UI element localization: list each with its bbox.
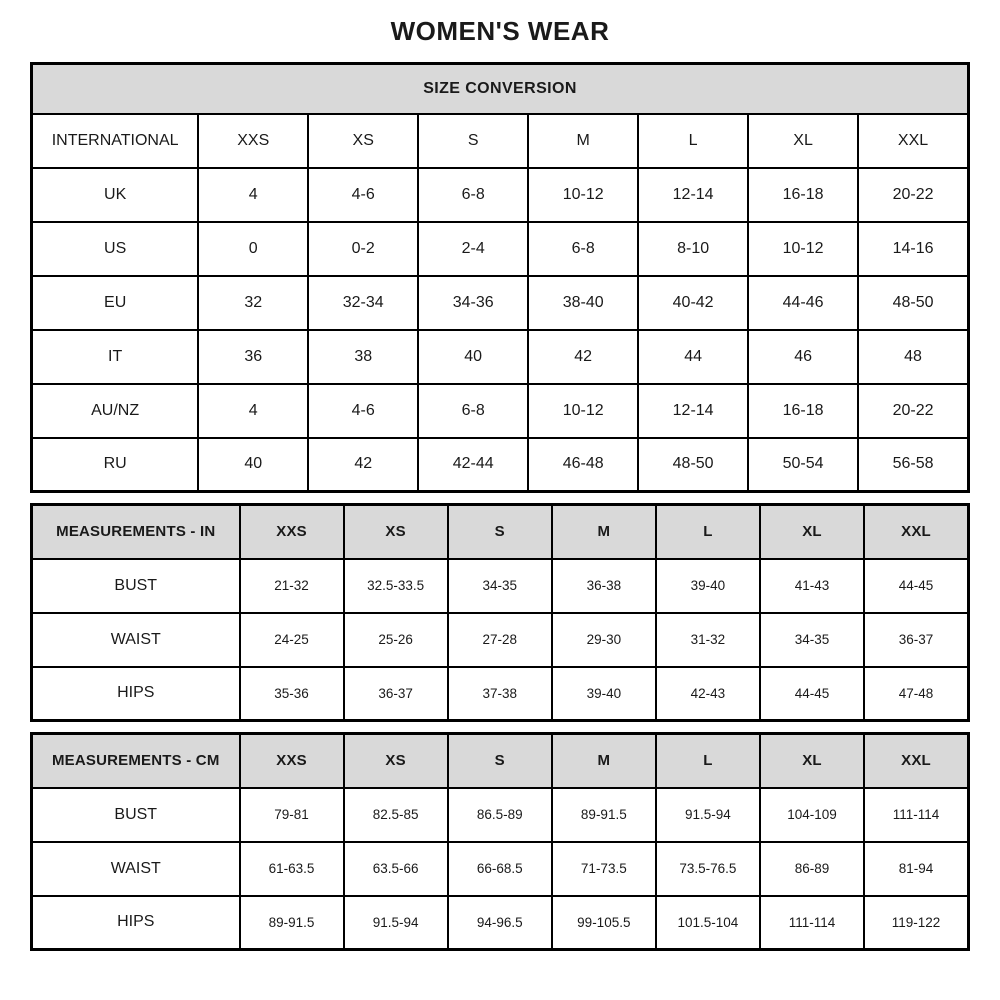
cell-waist-cm-xl: 86-89: [760, 842, 864, 896]
in-column-header-l: L: [656, 505, 760, 559]
cm-column-header-xl: XL: [760, 734, 864, 788]
cell-us-m: 6-8: [528, 222, 638, 276]
cell-aunz-xs: 4-6: [308, 384, 418, 438]
row-label-hips-in: HIPS: [32, 667, 240, 721]
cell-bust-in-xxs: 21-32: [240, 559, 344, 613]
cell-bust-in-s: 34-35: [448, 559, 552, 613]
cell-waist-in-xs: 25-26: [344, 613, 448, 667]
cell-aunz-l: 12-14: [638, 384, 748, 438]
column-header-l: L: [638, 114, 748, 168]
in-column-header-xxs: XXS: [240, 505, 344, 559]
row-label-hips-cm: HIPS: [32, 896, 240, 950]
cm-column-header-xs: XS: [344, 734, 448, 788]
size-conversion-table: [30, 62, 970, 493]
row-label-waist-cm: WAIST: [32, 842, 240, 896]
cell-uk-s: 6-8: [418, 168, 528, 222]
row-label-it: IT: [32, 330, 199, 384]
cell-hips-in-l: 42-43: [656, 667, 760, 721]
cell-waist-cm-xxs: 61-63.5: [240, 842, 344, 896]
cell-ru-xxl: 56-58: [858, 438, 968, 492]
cell-bust-in-xxl: 44-45: [864, 559, 968, 613]
cell-aunz-s: 6-8: [418, 384, 528, 438]
cell-bust-cm-xxs: 79-81: [240, 788, 344, 842]
cell-aunz-xxl: 20-22: [858, 384, 968, 438]
cell-hips-cm-xs: 91.5-94: [344, 896, 448, 950]
column-header-m: M: [528, 114, 638, 168]
size-conversion-title: SIZE CONVERSION: [32, 64, 969, 114]
in-column-header-m: M: [552, 505, 656, 559]
cell-aunz-m: 10-12: [528, 384, 638, 438]
cell-eu-xxl: 48-50: [858, 276, 968, 330]
measurements-cm-header-row: [32, 734, 969, 788]
column-header-xl: XL: [748, 114, 858, 168]
cell-ru-xxs: 40: [198, 438, 308, 492]
cell-hips-cm-m: 99-105.5: [552, 896, 656, 950]
table-row-hips-cm: [32, 896, 969, 950]
cell-hips-in-xs: 36-37: [344, 667, 448, 721]
cell-it-xs: 38: [308, 330, 418, 384]
measurements-in-table: [30, 503, 970, 722]
row-label-ru: RU: [32, 438, 199, 492]
cell-hips-in-xl: 44-45: [760, 667, 864, 721]
column-header-international: INTERNATIONAL: [32, 114, 199, 168]
table-row-eu: [32, 276, 969, 330]
cell-it-xxl: 48: [858, 330, 968, 384]
cell-waist-in-m: 29-30: [552, 613, 656, 667]
cell-hips-cm-l: 101.5-104: [656, 896, 760, 950]
cell-hips-in-s: 37-38: [448, 667, 552, 721]
column-header-xxs: XXS: [198, 114, 308, 168]
cell-bust-cm-l: 91.5-94: [656, 788, 760, 842]
table-row-hips-in: [32, 667, 969, 721]
cell-us-xxs: 0: [198, 222, 308, 276]
cell-bust-cm-xl: 104-109: [760, 788, 864, 842]
table-row-waist-cm: [32, 842, 969, 896]
column-header-xxl: XXL: [858, 114, 968, 168]
measurements-in-header-row: [32, 505, 969, 559]
cell-bust-in-xl: 41-43: [760, 559, 864, 613]
row-label-bust-cm: BUST: [32, 788, 240, 842]
cell-bust-in-l: 39-40: [656, 559, 760, 613]
cell-hips-cm-xl: 111-114: [760, 896, 864, 950]
cm-column-header-s: S: [448, 734, 552, 788]
cell-waist-cm-m: 71-73.5: [552, 842, 656, 896]
row-label-uk: UK: [32, 168, 199, 222]
cell-waist-in-xxl: 36-37: [864, 613, 968, 667]
column-header-xs: XS: [308, 114, 418, 168]
table-row-aunz: [32, 384, 969, 438]
cell-bust-cm-s: 86.5-89: [448, 788, 552, 842]
table-row-uk: [32, 168, 969, 222]
cell-waist-in-s: 27-28: [448, 613, 552, 667]
cell-hips-cm-xxs: 89-91.5: [240, 896, 344, 950]
cell-uk-xl: 16-18: [748, 168, 858, 222]
cell-it-xxs: 36: [198, 330, 308, 384]
size-conversion-header-row: [32, 114, 969, 168]
cell-bust-cm-xs: 82.5-85: [344, 788, 448, 842]
measurements-cm-table: [30, 732, 970, 951]
row-label-waist-in: WAIST: [32, 613, 240, 667]
cell-eu-m: 38-40: [528, 276, 638, 330]
measurements-cm-title: MEASUREMENTS - CM: [32, 734, 240, 788]
cell-waist-cm-xs: 63.5-66: [344, 842, 448, 896]
table-row-ru: [32, 438, 969, 492]
column-header-s: S: [418, 114, 528, 168]
row-label-us: US: [32, 222, 199, 276]
in-column-header-xl: XL: [760, 505, 864, 559]
cell-bust-in-m: 36-38: [552, 559, 656, 613]
row-label-eu: EU: [32, 276, 199, 330]
in-column-header-s: S: [448, 505, 552, 559]
cell-ru-xs: 42: [308, 438, 418, 492]
cell-it-xl: 46: [748, 330, 858, 384]
table-row-waist-in: [32, 613, 969, 667]
table-row-bust-in: [32, 559, 969, 613]
cell-us-l: 8-10: [638, 222, 748, 276]
cell-ru-s: 42-44: [418, 438, 528, 492]
measurements-in-title: MEASUREMENTS - IN: [32, 505, 240, 559]
cell-hips-cm-s: 94-96.5: [448, 896, 552, 950]
cell-uk-xxl: 20-22: [858, 168, 968, 222]
cm-column-header-xxs: XXS: [240, 734, 344, 788]
cell-uk-l: 12-14: [638, 168, 748, 222]
size-conversion-title-row: [32, 64, 969, 114]
cm-column-header-xxl: XXL: [864, 734, 968, 788]
cell-eu-s: 34-36: [418, 276, 528, 330]
cell-it-s: 40: [418, 330, 528, 384]
cell-waist-in-l: 31-32: [656, 613, 760, 667]
cell-ru-l: 48-50: [638, 438, 748, 492]
cell-us-xs: 0-2: [308, 222, 418, 276]
cell-eu-xl: 44-46: [748, 276, 858, 330]
cell-ru-xl: 50-54: [748, 438, 858, 492]
cell-waist-cm-s: 66-68.5: [448, 842, 552, 896]
cell-hips-in-m: 39-40: [552, 667, 656, 721]
cell-it-m: 42: [528, 330, 638, 384]
cell-us-xxl: 14-16: [858, 222, 968, 276]
cell-ru-m: 46-48: [528, 438, 638, 492]
in-column-header-xs: XS: [344, 505, 448, 559]
cell-eu-xs: 32-34: [308, 276, 418, 330]
cm-column-header-m: M: [552, 734, 656, 788]
table-row-us: [32, 222, 969, 276]
cell-uk-xs: 4-6: [308, 168, 418, 222]
cell-uk-xxs: 4: [198, 168, 308, 222]
cell-us-s: 2-4: [418, 222, 528, 276]
row-label-aunz: AU/NZ: [32, 384, 199, 438]
cell-bust-cm-m: 89-91.5: [552, 788, 656, 842]
cell-hips-in-xxs: 35-36: [240, 667, 344, 721]
cell-hips-cm-xxl: 119-122: [864, 896, 968, 950]
cell-aunz-xxs: 4: [198, 384, 308, 438]
cell-waist-in-xl: 34-35: [760, 613, 864, 667]
cell-aunz-xl: 16-18: [748, 384, 858, 438]
cell-waist-in-xxs: 24-25: [240, 613, 344, 667]
cell-eu-xxs: 32: [198, 276, 308, 330]
cell-bust-in-xs: 32.5-33.5: [344, 559, 448, 613]
cell-hips-in-xxl: 47-48: [864, 667, 968, 721]
cm-column-header-l: L: [656, 734, 760, 788]
table-row-it: [32, 330, 969, 384]
cell-it-l: 44: [638, 330, 748, 384]
cell-us-xl: 10-12: [748, 222, 858, 276]
cell-waist-cm-l: 73.5-76.5: [656, 842, 760, 896]
page-title: WOMEN'S WEAR: [390, 16, 610, 46]
cell-eu-l: 40-42: [638, 276, 748, 330]
cell-bust-cm-xxl: 111-114: [864, 788, 968, 842]
cell-uk-m: 10-12: [528, 168, 638, 222]
in-column-header-xxl: XXL: [864, 505, 968, 559]
cell-waist-cm-xxl: 81-94: [864, 842, 968, 896]
table-row-bust-cm: [32, 788, 969, 842]
row-label-bust-in: BUST: [32, 559, 240, 613]
